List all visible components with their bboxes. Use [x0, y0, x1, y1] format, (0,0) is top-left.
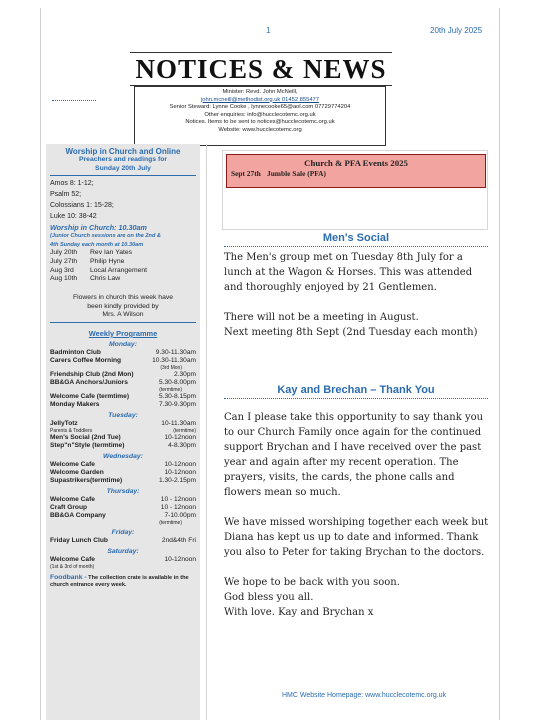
programme-row [50, 434, 196, 442]
preacher-name: Rev Ian Yates [90, 249, 133, 256]
programme-row [50, 469, 196, 477]
programme-row [50, 379, 196, 387]
programme-name: Supastrikers(termtime) [50, 476, 123, 484]
programme-name: Carers Coffee Morning [50, 356, 122, 364]
sidebar [46, 144, 200, 720]
kay-paragraph: We have missed worshiping together each week but Diana has kept us up to date and informed. Thank you also to Peter for taking Brychan to the doctors. [224, 517, 489, 558]
saturday-programme [46, 556, 200, 570]
programme-row [50, 556, 196, 564]
mens-social-body [224, 250, 490, 340]
preacher-date: Aug 3rd [50, 266, 74, 274]
kay-brechan-body [224, 410, 490, 620]
enquiries-line: Other enquiries: info@hucclecotemc.org.uk [204, 111, 316, 118]
programme-time: 10 - 12noon [160, 503, 196, 511]
foodbank-label: Foodbank - [50, 573, 87, 581]
foodbank-text: The collection crate is available in the church entrance every week. [50, 574, 189, 588]
programme-row [50, 496, 196, 504]
flowers-line: Flowers in church this week have [72, 294, 174, 302]
tuesday-programme [46, 420, 200, 450]
programme-row [50, 504, 196, 512]
day-heading-tuesday: Tuesday: [108, 411, 138, 419]
banner-title: NOTICES & NEWS [135, 54, 387, 84]
reading-item: Psalm 52; [50, 191, 82, 198]
page-number: 1 [266, 26, 271, 35]
preacher-name: Local Arrangement [90, 266, 148, 274]
section-rule [224, 246, 488, 247]
programme-row [50, 477, 196, 485]
programme-note: (termtime) [173, 427, 196, 434]
programme-time: 10-12noon [164, 555, 196, 563]
programme-name: BB&GA Company [50, 511, 106, 519]
programme-time: 5.30-8.15pm [158, 392, 196, 400]
events-box [226, 154, 486, 188]
kay-paragraph: We hope to be back with you soon. [224, 577, 400, 588]
notices-line: Notices. Items to be sent to notices@hucclecotemc.org.uk [185, 119, 335, 126]
sidebar-rule [50, 322, 196, 323]
thursday-programme [46, 496, 200, 526]
programme-name: Badminton Club [50, 348, 101, 356]
programme-row [50, 393, 196, 401]
kay-brechan-title: Kay and Brechan – Thank You [277, 384, 435, 396]
preacher-name: Philip Hyne [90, 257, 125, 265]
contact-box [134, 86, 386, 146]
worship-time: Worship in Church: 10.30am [50, 223, 147, 232]
sidebar-rule [50, 175, 196, 176]
minister-email-line[interactable]: john.mcneill@methodist.org.uk 01452 855477 [200, 96, 320, 103]
programme-row [50, 371, 196, 379]
programme-name: Step"n"Style (termtime) [50, 441, 125, 449]
programme-name: Welcome Cafe [50, 495, 95, 503]
flowers-donor: Mrs. A Wilson [102, 311, 144, 319]
programme-note: (3rd Mon) [160, 364, 182, 371]
wednesday-programme [46, 461, 200, 485]
preacher-row [50, 275, 200, 284]
reading-item: Colossians 1: 15-28; [50, 202, 114, 209]
programme-time: 10-12noon [164, 460, 196, 468]
day-heading-thursday: Thursday: [106, 487, 140, 495]
programme-time: 10-12noon [164, 433, 196, 441]
programme-time: 7-10.00pm [164, 511, 196, 519]
day-heading-monday: Monday: [109, 340, 137, 348]
programme-name: Welcome Cafe (termtime) [50, 392, 130, 400]
preacher-date: July 27th [50, 257, 78, 265]
mens-social-title: Men's Social [322, 232, 390, 244]
programme-time: 10-11.30am [161, 419, 196, 427]
programme-row [50, 349, 196, 357]
programme-row [50, 461, 196, 469]
event-date: Sept 27th [231, 169, 261, 178]
mens-social-paragraph: Next meeting 8th Sept (2nd Tuesday each month) [224, 327, 478, 338]
readings-list [46, 178, 200, 222]
junior-church-note-1: (Junior Church sessions are on the 2nd & [50, 233, 161, 239]
programme-note: (1st & 3rd of month) [50, 563, 95, 570]
programme-time: 4-8.30pm [168, 441, 196, 449]
reading-item: Amos 8: 1-12; [50, 180, 94, 187]
programme-row [50, 512, 196, 520]
programme-time: 10 - 12noon [160, 495, 196, 503]
programme-row [50, 420, 196, 428]
programme-time: 2.30pm [174, 370, 196, 378]
column-divider [206, 144, 207, 720]
programme-note: (termtime) [159, 519, 182, 526]
preacher-name: Chris Law [90, 275, 121, 283]
programme-time: 1.30-2.15pm [158, 476, 196, 484]
programme-name: Craft Group [50, 503, 87, 511]
preacher-row [50, 258, 200, 267]
programme-time: 7.30-9.30pm [158, 400, 196, 408]
day-heading-wednesday: Wednesday: [103, 452, 143, 460]
mens-social-paragraph: The Men's group met on Tuesday 8th July for a lunch at the Wagon & Horses. This was attended and thoroughly enjoyed by 21 Gentlemen. [224, 252, 473, 293]
preacher-date: July 20th [50, 249, 78, 256]
preacher-row [50, 249, 200, 258]
programme-time: 2nd&4th Fri [161, 536, 196, 544]
programme-name: Welcome Cafe [50, 460, 95, 468]
day-heading-friday: Friday: [111, 528, 135, 536]
junior-church-note-2: 4th Sunday each month at 10.30am [50, 241, 144, 248]
programme-row [50, 401, 196, 409]
footer-website-link[interactable]: HMC Website Homepage: www.hucclecotemc.org.uk [282, 692, 447, 699]
kay-paragraph: With love. Kay and Brychan x [224, 607, 374, 618]
reading-item: Luke 10: 38-42 [50, 213, 97, 220]
kay-paragraph: God bless you all. [224, 592, 314, 603]
programme-row [50, 537, 196, 545]
sidebar-subtitle-1: Preachers and readings for [78, 156, 167, 163]
programme-row [50, 357, 196, 365]
preacher-list [46, 249, 200, 284]
programme-row [50, 442, 196, 450]
event-name: Jumble Sale (PFA) [267, 169, 326, 178]
mens-social-paragraph: There will not be a meeting in August. [224, 312, 419, 323]
programme-time: 10-12noon [164, 468, 196, 476]
weekly-programme-title: Weekly Programme [88, 328, 158, 338]
programme-name: Welcome Garden [50, 468, 104, 476]
event-row [227, 169, 485, 178]
foodbank-note [46, 570, 200, 589]
programme-note: (termtime) [159, 386, 182, 393]
events-title: Church & PFA Events 2025 [304, 158, 408, 168]
dotted-rule [52, 100, 96, 101]
flowers-line: been kindly provided by [87, 302, 159, 310]
friday-programme [46, 537, 200, 545]
section-rule [224, 398, 488, 399]
preacher-date: Aug 10th [50, 275, 78, 283]
programme-name: Monday Makers [50, 400, 100, 408]
programme-name: JellyTotz [50, 419, 78, 427]
minister-line: Minister: Revd. John McNeill, [222, 89, 298, 95]
programme-name: Friday Lunch Club [50, 536, 108, 544]
preacher-row [50, 267, 200, 276]
programme-time: 10.30-11.30am [152, 356, 196, 364]
programme-name: Friendship Club (2nd Mon) [50, 370, 134, 378]
banner-rule-top [130, 52, 392, 53]
programme-note: Parents & Toddlers [50, 427, 93, 434]
programme-name: Men's Social (2nd Tue) [50, 433, 121, 441]
issue-date: 20th July 2025 [430, 26, 483, 35]
programme-time: 5.30-8.00pm [158, 378, 196, 386]
kay-paragraph: Can I please take this opportunity to say thank you to our Church Family once again for the continued support Brychan and I have received over the past year and again after my recent operation. The prayers, visits, the cards, the phone calls and flowers mean so much. [224, 412, 484, 498]
sidebar-title: Worship in Church and Online [65, 147, 181, 156]
website-line[interactable]: Website: www.hucclecotemc.org [218, 126, 302, 133]
sidebar-subtitle-2: Sunday 20th July [95, 164, 151, 172]
monday-programme [46, 349, 200, 409]
programme-time: 9.30-11.30am [155, 348, 196, 356]
steward-line: Senior Steward: Lynne Cooke , lynnecooke65@aol.com 07729774204 [169, 104, 351, 111]
programme-name: Welcome Cafe [50, 555, 95, 563]
flowers-note [46, 294, 200, 320]
day-heading-saturday: Saturday: [107, 547, 139, 555]
programme-name: BB&GA Anchors/Juniors [50, 378, 128, 386]
